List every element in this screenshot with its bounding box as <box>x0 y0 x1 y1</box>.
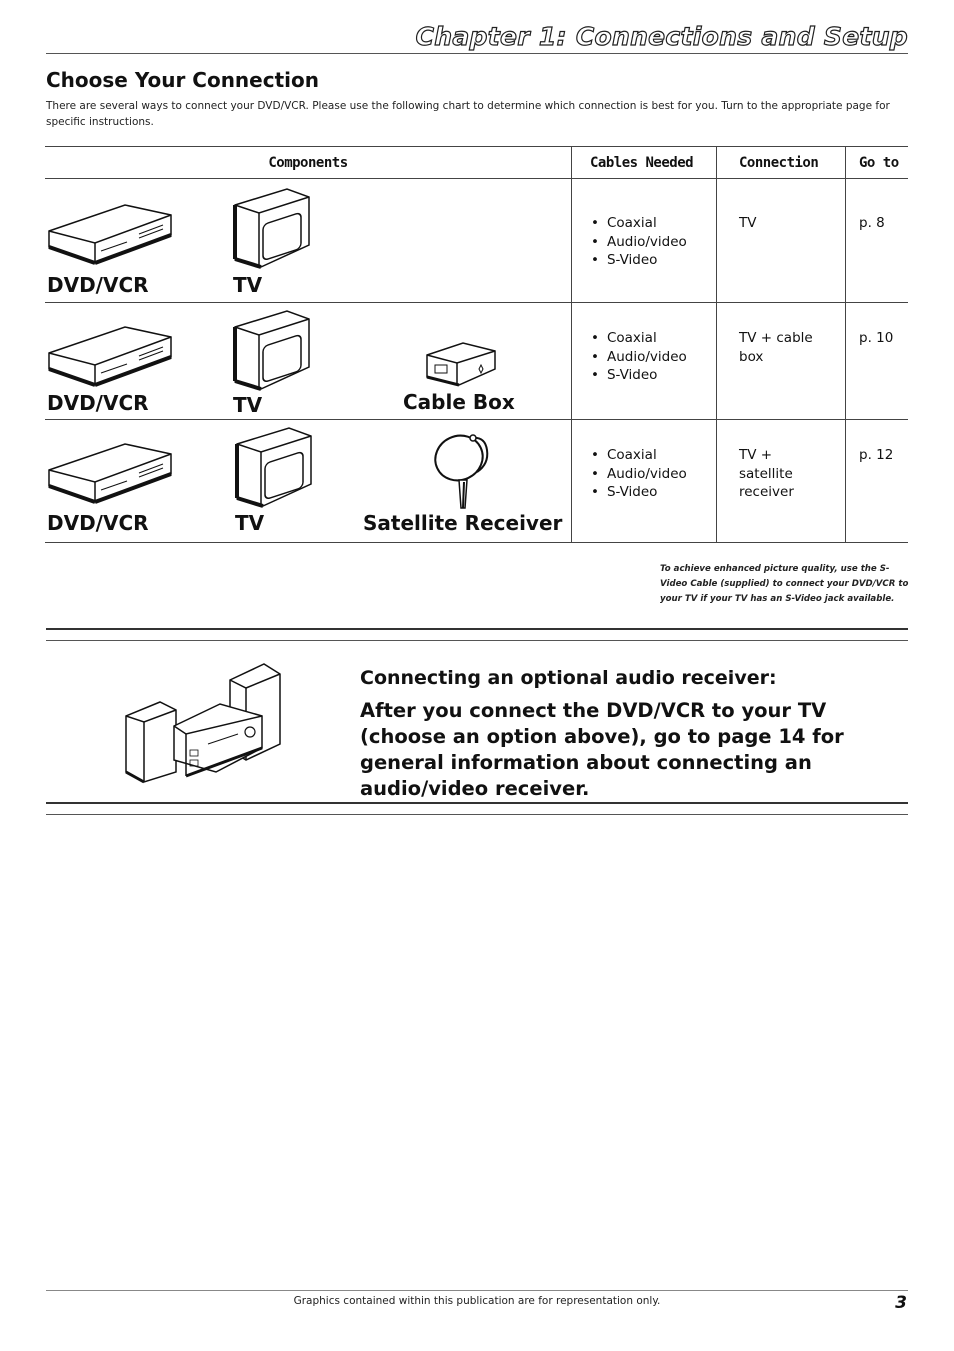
cable-item: • S-Video <box>591 251 715 270</box>
audio-section-title: Connecting an optional audio receiver: <box>360 667 777 689</box>
connection-cell: TV <box>717 179 846 303</box>
header-goto: Go to <box>846 147 909 179</box>
tv-icon <box>231 187 313 273</box>
cable-item: • Audio/video <box>591 348 715 367</box>
cable-item: • Audio/video <box>591 233 715 252</box>
dvd-vcr-icon <box>45 430 175 510</box>
connection-cell: TV + cable box <box>717 303 846 420</box>
cable-item: • Coaxial <box>591 446 715 465</box>
header-cables: Cables Needed <box>572 147 717 179</box>
label-dvd-vcr: DVD/VCR <box>47 391 149 415</box>
components-cell <box>45 179 572 303</box>
components-cell <box>45 420 572 543</box>
footer-rule <box>46 1290 908 1291</box>
goto-cell: p. 8 <box>846 179 909 303</box>
footer-text: Graphics contained within this publication are for representation only. <box>293 1295 661 1307</box>
dvd-vcr-icon <box>45 191 175 271</box>
header-rule <box>46 53 908 54</box>
intro-paragraph: There are several ways to connect your DVD/VCR. Please use the following chart to determine which connection is best for you. Turn to the appropriate page for specific instructions. <box>46 100 890 128</box>
label-dvd-vcr: DVD/VCR <box>47 511 149 535</box>
tv-icon <box>233 426 315 512</box>
label-tv: TV <box>233 273 263 297</box>
cable-item: • S-Video <box>591 366 715 385</box>
header-components: Components <box>45 147 572 179</box>
section-title: Choose Your Connection <box>46 68 319 92</box>
header-connection: Connection <box>717 147 846 179</box>
components-cell <box>45 303 572 420</box>
table-row <box>45 420 908 543</box>
tv-icon <box>231 309 313 395</box>
page-number: 3 <box>895 1293 907 1313</box>
cable-box-icon <box>423 341 499 389</box>
cable-item: • S-Video <box>591 483 715 502</box>
section-rule <box>46 640 908 641</box>
cable-item: • Audio/video <box>591 465 715 484</box>
label-cable-box: Cable Box <box>403 390 515 414</box>
table-row <box>45 179 908 303</box>
audio-section-body: After you connect the DVD/VCR to your TV (choose an option above), go to page 14 for general information about connecting an audio/video receiver. <box>360 699 844 800</box>
satellite-dish-icon <box>431 428 497 514</box>
cables-cell <box>572 303 717 420</box>
audio-receiver-icon <box>124 660 284 784</box>
cables-cell <box>572 179 717 303</box>
chapter-title: Chapter 1: Connections and Setup <box>415 22 908 51</box>
dvd-vcr-icon <box>45 313 175 393</box>
table-row <box>45 303 908 420</box>
svideo-note: To achieve enhanced picture quality, use the S-Video Cable (supplied) to connect your DVD/VCR to your TV if your TV has an S-Video jack available. <box>660 564 909 604</box>
section-rule <box>46 802 908 804</box>
connection-cell: TV + satellite receiver <box>717 420 846 543</box>
label-tv: TV <box>233 393 263 417</box>
label-tv: TV <box>235 511 265 535</box>
cables-cell <box>572 420 717 543</box>
goto-cell: p. 12 <box>846 420 909 543</box>
label-satellite-receiver: Satellite Receiver <box>363 511 563 535</box>
label-dvd-vcr: DVD/VCR <box>47 273 149 297</box>
section-rule <box>46 628 908 630</box>
cable-item: • Coaxial <box>591 214 715 233</box>
cable-item: • Coaxial <box>591 329 715 348</box>
section-rule <box>46 814 908 815</box>
connection-table <box>45 146 908 543</box>
goto-cell: p. 10 <box>846 303 909 420</box>
table-header-row <box>45 147 908 179</box>
